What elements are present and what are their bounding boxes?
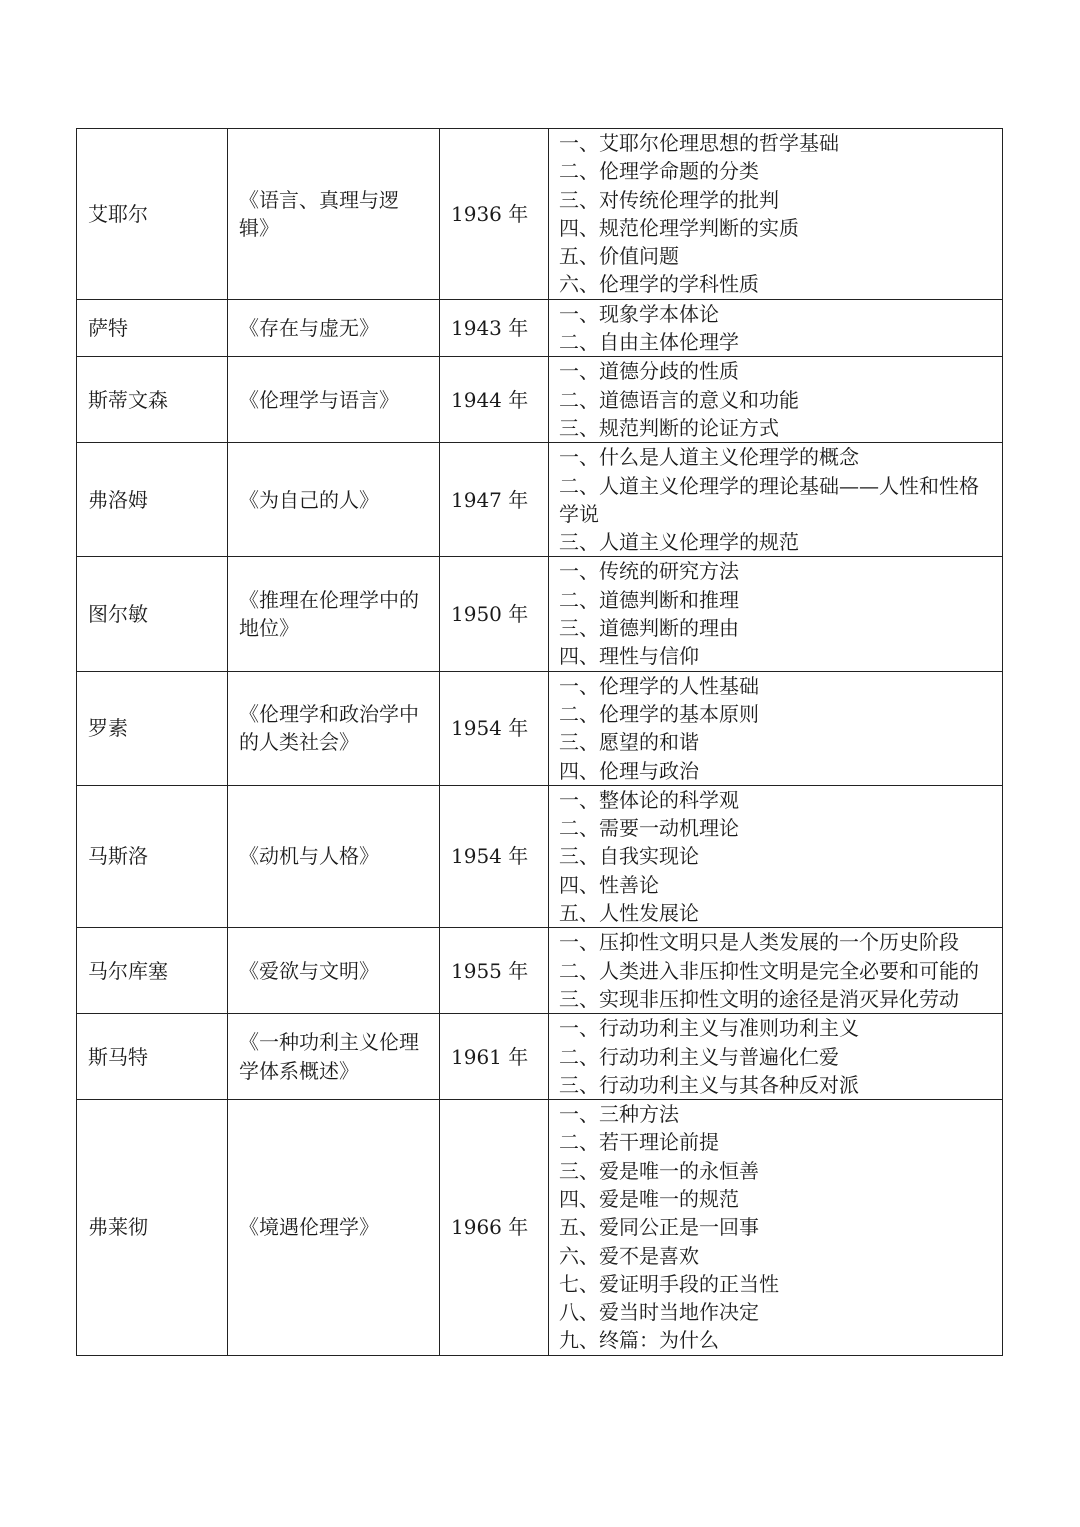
year-cell: 1947 年 — [440, 443, 549, 557]
topic-item: 二、道德语言的意义和功能 — [559, 387, 799, 412]
book-title-cell: 《境遇伦理学》 — [228, 1100, 440, 1356]
table-row — [77, 129, 1003, 300]
topic-item: 三、规范判断的论证方式 — [559, 415, 779, 440]
book-title-cell: 《一种功利主义伦理学体系概述》 — [228, 1014, 440, 1100]
table-row — [77, 299, 1003, 357]
topic-item: 一、传统的研究方法 — [559, 559, 739, 584]
author-cell: 斯蒂文森 — [77, 357, 228, 443]
topic-item: 二、行动功利主义与普遍化仁爱 — [559, 1044, 839, 1069]
topic-item: 四、性善论 — [559, 872, 659, 897]
table-row — [77, 357, 1003, 443]
topics-cell — [549, 928, 1003, 1014]
table-row — [77, 928, 1003, 1014]
topic-item: 二、自由主体伦理学 — [559, 330, 739, 355]
year-cell: 1950 年 — [440, 557, 549, 671]
topic-item: 二、伦理学命题的分类 — [559, 159, 759, 184]
topic-item: 四、理性与信仰 — [559, 644, 699, 669]
book-title-cell: 《推理在伦理学中的地位》 — [228, 557, 440, 671]
table-body — [77, 129, 1003, 1356]
year-cell: 1943 年 — [440, 299, 549, 357]
table-row — [77, 785, 1003, 927]
topic-item: 二、人道主义伦理学的理论基础——人性和性格学说 — [559, 473, 979, 526]
author-cell: 罗素 — [77, 671, 228, 785]
topic-item: 六、伦理学的学科性质 — [559, 272, 759, 297]
book-title-cell: 《伦理学与语言》 — [228, 357, 440, 443]
year-cell: 1936 年 — [440, 129, 549, 300]
topic-item: 三、自我实现论 — [559, 844, 699, 869]
topic-item: 一、艾耶尔伦理思想的哲学基础 — [559, 131, 839, 155]
topics-cell — [549, 671, 1003, 785]
topic-item: 二、道德判断和推理 — [559, 587, 739, 612]
topics-cell — [549, 1100, 1003, 1356]
topic-item: 三、道德判断的理由 — [559, 616, 739, 641]
topic-item: 三、对传统伦理学的批判 — [559, 187, 779, 212]
topic-item: 五、爱同公正是一回事 — [559, 1215, 759, 1240]
book-title-cell: 《语言、真理与逻辑》 — [228, 129, 440, 300]
topics-cell — [549, 785, 1003, 927]
author-cell: 萨特 — [77, 299, 228, 357]
topics-cell — [549, 299, 1003, 357]
table-row — [77, 1100, 1003, 1356]
topic-item: 六、爱不是喜欢 — [559, 1243, 699, 1268]
year-cell: 1954 年 — [440, 671, 549, 785]
year-cell: 1944 年 — [440, 357, 549, 443]
topic-item: 四、规范伦理学判断的实质 — [559, 215, 799, 240]
author-cell: 弗洛姆 — [77, 443, 228, 557]
topic-item: 一、压抑性文明只是人类发展的一个历史阶段 — [559, 930, 959, 955]
author-cell: 弗莱彻 — [77, 1100, 228, 1356]
topics-cell — [549, 357, 1003, 443]
table-row — [77, 443, 1003, 557]
topic-item: 一、道德分歧的性质 — [559, 359, 739, 384]
topic-item: 一、整体论的科学观 — [559, 787, 739, 812]
topic-item: 一、三种方法 — [559, 1102, 679, 1127]
topic-item: 三、实现非压抑性文明的途径是消灭异化劳动 — [559, 986, 959, 1011]
author-cell: 马尔库塞 — [77, 928, 228, 1014]
year-cell: 1961 年 — [440, 1014, 549, 1100]
book-title-cell: 《伦理学和政治学中的人类社会》 — [228, 671, 440, 785]
topic-item: 三、爱是唯一的永恒善 — [559, 1158, 759, 1183]
topic-item: 五、人性发展论 — [559, 901, 699, 926]
table-row — [77, 1014, 1003, 1100]
topic-item: 三、愿望的和谐 — [559, 730, 699, 755]
topic-item: 二、若干理论前提 — [559, 1130, 719, 1155]
year-cell: 1954 年 — [440, 785, 549, 927]
topics-cell — [549, 1014, 1003, 1100]
table-row — [77, 671, 1003, 785]
topic-item: 三、行动功利主义与其各种反对派 — [559, 1072, 859, 1097]
book-title-cell: 《爱欲与文明》 — [228, 928, 440, 1014]
author-cell: 图尔敏 — [77, 557, 228, 671]
book-title-cell: 《为自己的人》 — [228, 443, 440, 557]
topic-item: 三、人道主义伦理学的规范 — [559, 530, 799, 555]
topic-item: 一、行动功利主义与准则功利主义 — [559, 1016, 859, 1041]
topic-item: 四、伦理与政治 — [559, 758, 699, 783]
topics-cell — [549, 129, 1003, 300]
year-cell: 1955 年 — [440, 928, 549, 1014]
topics-cell — [549, 557, 1003, 671]
author-cell: 斯马特 — [77, 1014, 228, 1100]
topic-item: 九、终篇：为什么 — [559, 1328, 719, 1353]
topic-item: 一、什么是人道主义伦理学的概念 — [559, 445, 859, 470]
table-row — [77, 557, 1003, 671]
topic-item: 二、人类进入非压抑性文明是完全必要和可能的 — [559, 958, 979, 983]
topic-item: 五、价值问题 — [559, 244, 679, 269]
topic-item: 四、爱是唯一的规范 — [559, 1186, 739, 1211]
book-title-cell: 《存在与虚无》 — [228, 299, 440, 357]
ethics-works-table — [76, 128, 1003, 1356]
topics-cell — [549, 443, 1003, 557]
topic-item: 二、伦理学的基本原则 — [559, 701, 759, 726]
author-cell: 马斯洛 — [77, 785, 228, 927]
author-cell: 艾耶尔 — [77, 129, 228, 300]
topic-item: 七、爱证明手段的正当性 — [559, 1271, 779, 1296]
topic-item: 一、现象学本体论 — [559, 301, 719, 326]
year-cell: 1966 年 — [440, 1100, 549, 1356]
book-title-cell: 《动机与人格》 — [228, 785, 440, 927]
topic-item: 八、爱当时当地作决定 — [559, 1300, 759, 1325]
topic-item: 二、需要一动机理论 — [559, 816, 739, 841]
topic-item: 一、伦理学的人性基础 — [559, 673, 759, 698]
